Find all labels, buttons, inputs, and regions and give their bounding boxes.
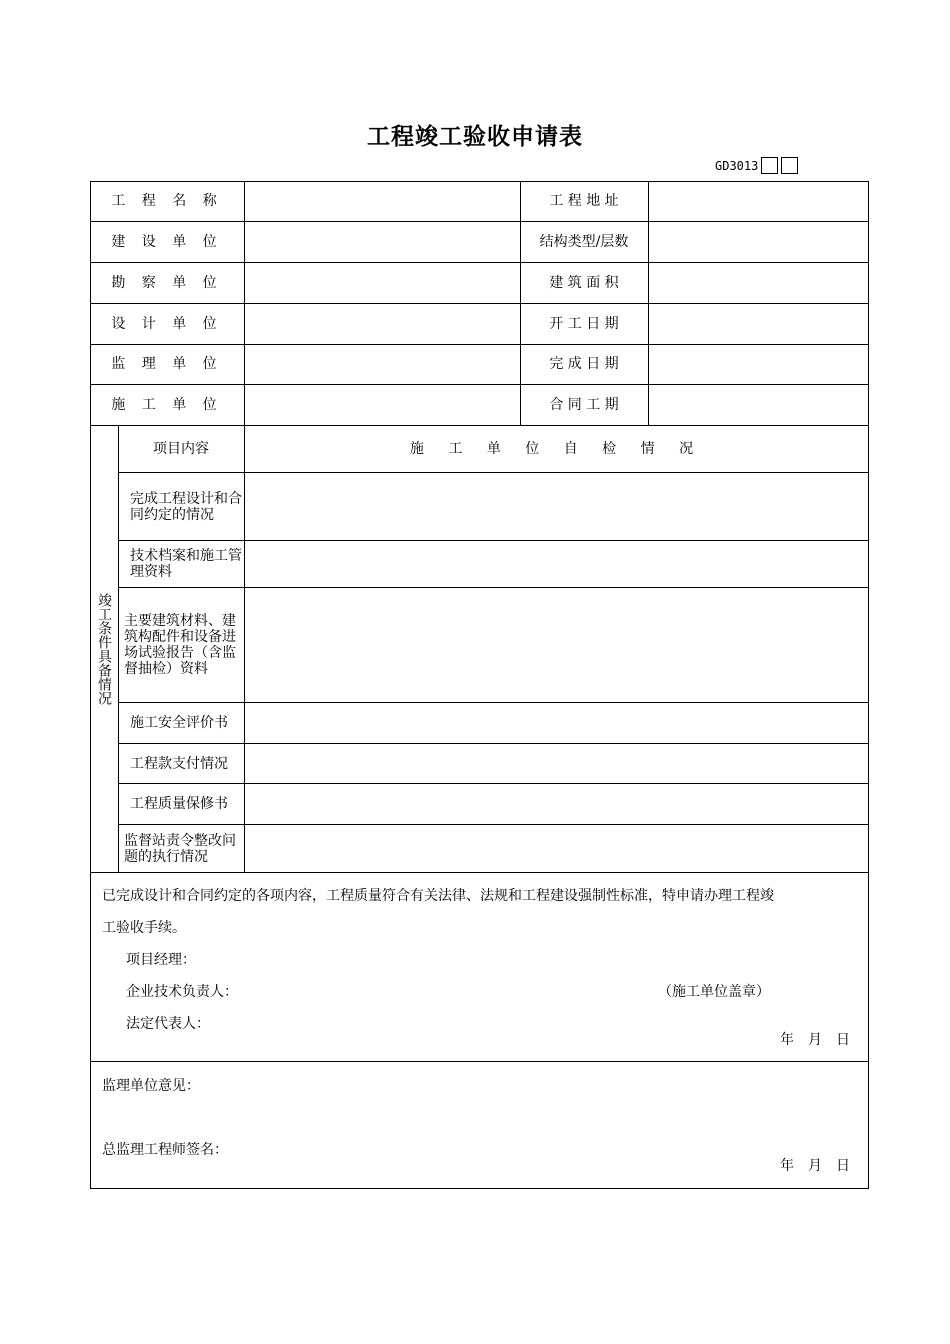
value-construction-unit[interactable] xyxy=(244,221,520,262)
label-contractor: 施 工 单 位 xyxy=(111,396,223,413)
value-structure-type[interactable] xyxy=(648,221,869,262)
tech-lead-label: 企业技术负责人： xyxy=(126,984,238,1000)
statement-line-2: 工验收手续。 xyxy=(102,920,186,936)
item-tech-archive: 技术档案和施工管理资料 xyxy=(130,548,242,580)
label-survey-unit: 勘 察 单 位 xyxy=(111,274,223,291)
conditions-side-label: 竣工条件具备情况 xyxy=(96,593,112,705)
value-tech-archive[interactable] xyxy=(244,541,869,587)
label-construction-unit: 建 设 单 位 xyxy=(111,233,223,250)
supervision-opinion-value[interactable] xyxy=(240,1070,860,1120)
value-project-address[interactable] xyxy=(648,181,869,221)
value-contract-period[interactable] xyxy=(648,384,869,425)
label-completion-date: 完 成 日 期 xyxy=(549,356,619,372)
chief-supervisor-signature: 总监理工程师签名： xyxy=(102,1142,228,1158)
item-material-reports: 主要建筑材料、建筑构配件和设备进场试验报告（含监督抽检）资料 xyxy=(124,613,236,677)
form-code-box-2[interactable] xyxy=(781,157,798,174)
value-building-area[interactable] xyxy=(648,262,869,303)
form-code-box-1[interactable] xyxy=(761,157,778,174)
header-self-check: 施 工 单 位 自 检 情 况 xyxy=(409,440,704,457)
value-start-date[interactable] xyxy=(648,303,869,344)
item-warranty: 工程质量保修书 xyxy=(130,796,228,812)
label-start-date: 开 工 日 期 xyxy=(549,315,619,332)
header-item-content: 项目内容 xyxy=(153,440,209,457)
value-contractor[interactable] xyxy=(244,384,520,425)
item-safety-evaluation: 施工安全评价书 xyxy=(130,715,228,731)
form-code-text: GD3013 xyxy=(715,158,759,173)
value-design-unit[interactable] xyxy=(244,303,520,344)
value-project-name[interactable] xyxy=(244,181,520,221)
item-design-contract: 完成工程设计和合同约定的情况 xyxy=(130,490,242,523)
item-payment-status: 工程款支付情况 xyxy=(130,755,228,772)
item-rectification: 监督站责令整改问题的执行情况 xyxy=(124,832,236,865)
value-supervision-unit[interactable] xyxy=(244,344,520,384)
label-project-name: 工 程 名 称 xyxy=(111,193,223,209)
statement-line-1: 已完成设计和合同约定的各项内容，工程质量符合有关法律、法规和工程建设强制性标准，特申请办理工程竣 xyxy=(102,888,774,904)
value-warranty[interactable] xyxy=(244,784,869,824)
supervision-opinion-label: 监理单位意见： xyxy=(102,1078,200,1094)
contractor-seal: （施工单位盖章） xyxy=(658,984,770,1000)
label-design-unit: 设 计 单 位 xyxy=(111,315,223,332)
project-manager-label: 项目经理： xyxy=(126,952,196,968)
label-structure-type: 结构类型/层数 xyxy=(539,233,629,250)
legal-rep-label: 法定代表人： xyxy=(126,1016,210,1032)
application-date: 年 月 日 xyxy=(780,1032,850,1048)
label-contract-period: 合 同 工 期 xyxy=(549,396,619,413)
page-title: 工程竣工验收申请表 xyxy=(367,124,583,150)
value-safety-evaluation[interactable] xyxy=(244,703,869,743)
value-payment-status[interactable] xyxy=(244,744,869,783)
value-design-contract[interactable] xyxy=(244,473,869,540)
label-project-address: 工 程 地 址 xyxy=(549,193,619,209)
value-rectification[interactable] xyxy=(244,825,869,872)
label-supervision-unit: 监 理 单 位 xyxy=(111,356,223,372)
label-building-area: 建 筑 面 积 xyxy=(549,274,619,291)
value-completion-date[interactable] xyxy=(648,344,869,384)
form-code xyxy=(715,157,798,174)
supervision-date: 年 月 日 xyxy=(780,1158,850,1174)
value-material-reports[interactable] xyxy=(244,588,869,702)
value-survey-unit[interactable] xyxy=(244,262,520,303)
